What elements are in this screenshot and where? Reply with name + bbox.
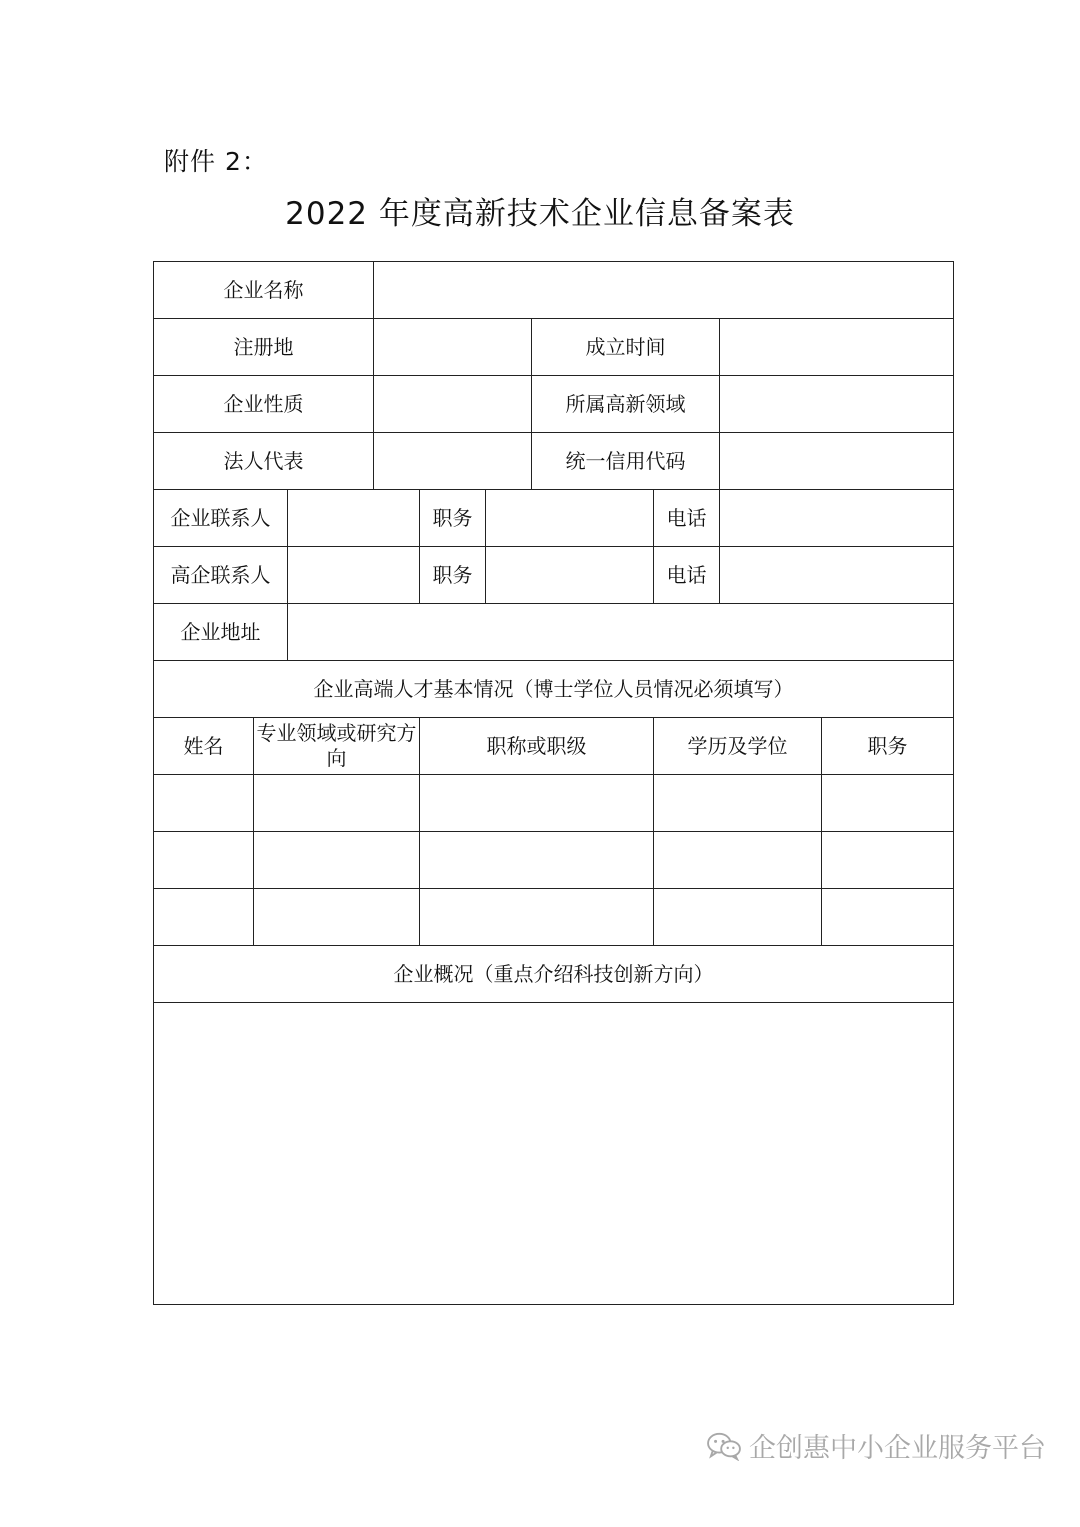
label-company-name: 企业名称 — [154, 262, 374, 319]
overview-content-field[interactable] — [154, 1003, 954, 1305]
talent-cell-title[interactable] — [420, 889, 654, 946]
talent-cell-field[interactable] — [254, 775, 420, 832]
field-registered-place[interactable] — [374, 319, 532, 376]
row-company-address — [154, 604, 954, 661]
row-overview-section — [154, 946, 954, 1003]
talent-cell-education[interactable] — [654, 889, 822, 946]
label-company-contact-phone: 电话 — [654, 490, 720, 547]
field-company-address[interactable] — [288, 604, 954, 661]
talent-cell-name[interactable] — [154, 832, 254, 889]
row-hightech-contact — [154, 547, 954, 604]
field-hightech-contact-phone[interactable] — [720, 547, 954, 604]
talent-cell-field[interactable] — [254, 832, 420, 889]
row-company-name — [154, 262, 954, 319]
row-overview-content — [154, 1003, 954, 1305]
talent-cell-education[interactable] — [654, 775, 822, 832]
watermark-text: 企创惠中小企业服务平台 — [749, 1433, 1046, 1464]
col-header-education — [654, 718, 822, 775]
row-talent-columns — [154, 718, 954, 775]
row-company-contact — [154, 490, 954, 547]
talent-cell-position[interactable] — [822, 832, 954, 889]
page-title: 2022 年度高新技术企业信息备案表 — [285, 196, 795, 232]
label-registered-place: 注册地 — [154, 319, 374, 376]
field-company-nature[interactable] — [374, 376, 532, 433]
col-header-education-text: 学历及学位 — [687, 733, 788, 758]
talent-cell-position[interactable] — [822, 775, 954, 832]
label-company-address: 企业地址 — [154, 604, 288, 661]
field-company-contact[interactable] — [288, 490, 420, 547]
label-hightech-contact-position: 职务 — [420, 547, 486, 604]
field-hightech-contact-position[interactable] — [486, 547, 654, 604]
row-talent-section — [154, 661, 954, 718]
field-established-time[interactable] — [720, 319, 954, 376]
attachment-label: 附件 2： — [164, 147, 268, 176]
field-hightech-field[interactable] — [720, 376, 954, 433]
label-established-time: 成立时间 — [532, 319, 720, 376]
field-company-contact-phone[interactable] — [720, 490, 954, 547]
row-registered-place — [154, 319, 954, 376]
label-hightech-contact-phone: 电话 — [654, 547, 720, 604]
label-hightech-contact: 高企联系人 — [154, 547, 288, 604]
label-hightech-field: 所属高新领域 — [532, 376, 720, 433]
label-company-contact-position: 职务 — [420, 490, 486, 547]
talent-cell-title[interactable] — [420, 775, 654, 832]
label-credit-code: 统一信用代码 — [532, 433, 720, 490]
label-company-nature: 企业性质 — [154, 376, 374, 433]
overview-section-header: 企业概况（重点介绍科技创新方向） — [154, 946, 954, 1003]
talent-row — [154, 832, 954, 889]
col-header-field: 专业领域或研究方向 — [254, 718, 420, 775]
col-header-name: 姓名 — [154, 718, 254, 775]
field-legal-rep[interactable] — [374, 433, 532, 490]
field-credit-code[interactable] — [720, 433, 954, 490]
field-hightech-contact[interactable] — [288, 547, 420, 604]
label-company-contact: 企业联系人 — [154, 490, 288, 547]
talent-cell-position[interactable] — [822, 889, 954, 946]
talent-section-header: 企业高端人才基本情况（博士学位人员情况必须填写） — [154, 661, 954, 718]
col-header-title: 职称或职级 — [420, 718, 654, 775]
talent-cell-field[interactable] — [254, 889, 420, 946]
talent-cell-title[interactable] — [420, 832, 654, 889]
field-company-contact-position[interactable] — [486, 490, 654, 547]
talent-cell-name[interactable] — [154, 775, 254, 832]
talent-row — [154, 889, 954, 946]
label-legal-rep: 法人代表 — [154, 433, 374, 490]
row-company-nature — [154, 376, 954, 433]
registration-form-table — [153, 261, 954, 1305]
field-company-name[interactable] — [374, 262, 954, 319]
row-legal-rep — [154, 433, 954, 490]
col-header-position: 职务 — [822, 718, 954, 775]
watermark — [705, 1426, 1046, 1465]
wechat-icon — [705, 1431, 743, 1461]
talent-row — [154, 775, 954, 832]
talent-cell-name[interactable] — [154, 889, 254, 946]
talent-cell-education[interactable] — [654, 832, 822, 889]
